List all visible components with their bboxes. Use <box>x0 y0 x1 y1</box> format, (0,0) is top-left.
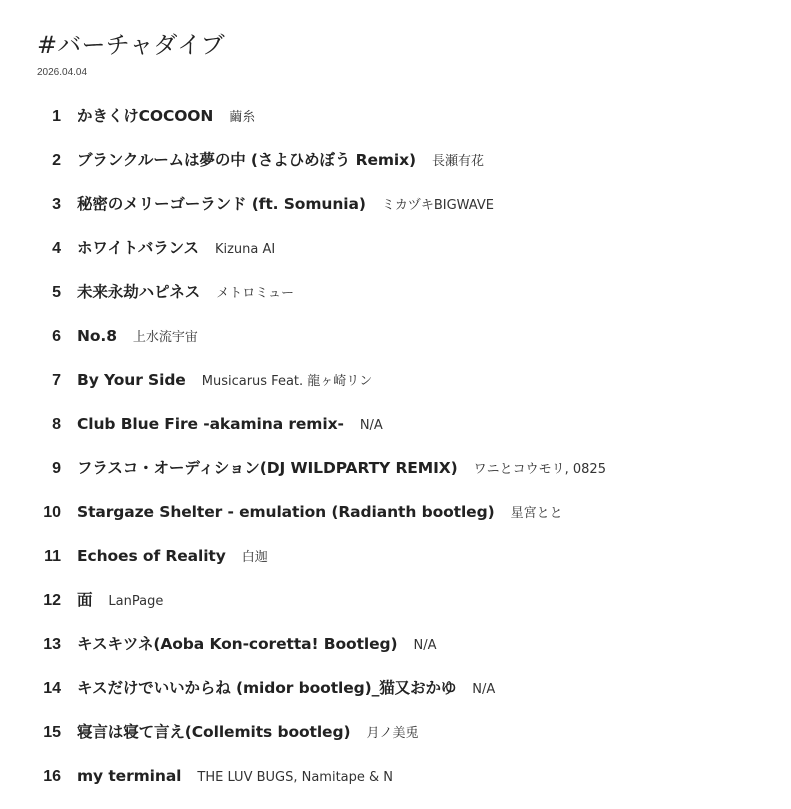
track-title: 寝言は寝て言え(Collemits bootleg) <box>77 723 351 741</box>
track-number: 16 <box>43 768 61 785</box>
track-title: Stargaze Shelter - emulation (Radianth bootleg) <box>77 503 495 521</box>
track-number: 12 <box>43 592 61 609</box>
track-number: 1 <box>52 108 61 125</box>
track-artist: ワニとコウモリ, 0825 <box>473 462 606 477</box>
track-row[interactable] <box>37 718 781 762</box>
track-row[interactable] <box>37 674 781 718</box>
track-title: キスキツネ(Aoba Kon-coretta! Bootleg) <box>77 635 398 653</box>
track-artist: Musicarus Feat. 龍ヶ崎リン <box>201 374 373 389</box>
track-artist: 繭糸 <box>229 110 256 125</box>
track-title: ブランクルームは夢の中 (さよひめぼう Remix) <box>77 151 416 169</box>
playlist-page <box>37 28 781 785</box>
track-title: フラスコ・オーディション(DJ WILDPARTY REMIX) <box>77 459 458 477</box>
track-row[interactable] <box>37 322 781 366</box>
track-number: 11 <box>44 548 61 565</box>
track-number: 4 <box>52 240 61 257</box>
track-row[interactable] <box>37 630 781 674</box>
track-title: 秘密のメリーゴーランド (ft. Somunia) <box>77 195 366 213</box>
track-artist: LanPage <box>108 594 164 609</box>
track-title: キスだけでいいからね (midor bootleg)_猫又おかゆ <box>77 679 457 697</box>
track-number: 5 <box>52 284 61 301</box>
track-row[interactable] <box>37 542 781 586</box>
track-row[interactable] <box>37 410 781 454</box>
track-artist: N/A <box>359 418 383 433</box>
track-number: 15 <box>43 724 61 741</box>
track-row[interactable] <box>37 498 781 542</box>
track-row[interactable] <box>37 102 781 146</box>
page-title: #バーチャダイブ <box>37 31 225 59</box>
track-number: 6 <box>52 328 61 345</box>
track-artist: 上水流宇宙 <box>132 330 198 345</box>
track-number: 3 <box>52 196 61 213</box>
track-row[interactable] <box>37 454 781 498</box>
track-title: Club Blue Fire -akamina remix- <box>77 415 344 433</box>
track-title: By Your Side <box>77 371 186 389</box>
track-title: 面 <box>77 591 93 609</box>
track-title: ホワイトバランス <box>77 239 199 257</box>
track-row[interactable] <box>37 278 781 322</box>
track-artist: N/A <box>413 638 437 653</box>
track-artist: ミカヅキBIGWAVE <box>381 198 494 213</box>
track-title: my terminal <box>77 767 182 785</box>
track-row[interactable] <box>37 762 781 806</box>
track-artist: N/A <box>472 682 496 697</box>
track-artist: THE LUV BUGS, Namitape & N <box>197 770 394 785</box>
track-number: 7 <box>52 372 61 389</box>
track-row[interactable] <box>37 586 781 630</box>
track-number: 10 <box>43 504 61 521</box>
track-artist: 白迦 <box>241 550 268 565</box>
track-number: 13 <box>43 636 61 653</box>
track-title: 未来永劫ハピネス <box>77 283 201 301</box>
page-date: 2026.04.04 <box>37 67 88 78</box>
track-title: No.8 <box>77 327 117 345</box>
track-number: 2 <box>52 152 61 169</box>
track-artist: 星宮とと <box>510 506 563 521</box>
track-artist: メトロミュー <box>216 286 294 301</box>
track-artist: Kizuna AI <box>214 242 276 257</box>
track-row[interactable] <box>37 234 781 278</box>
track-row[interactable] <box>37 190 781 234</box>
track-row[interactable] <box>37 146 781 190</box>
track-number: 14 <box>43 680 61 697</box>
track-number: 9 <box>52 460 61 477</box>
track-number: 8 <box>52 416 61 433</box>
track-list <box>37 102 781 806</box>
track-title: かきくけCOCOON <box>77 107 214 125</box>
track-artist: 長瀬有花 <box>432 154 485 169</box>
track-row[interactable] <box>37 366 781 410</box>
track-title: Echoes of Reality <box>77 547 226 565</box>
track-artist: 月ノ美兎 <box>366 726 419 741</box>
